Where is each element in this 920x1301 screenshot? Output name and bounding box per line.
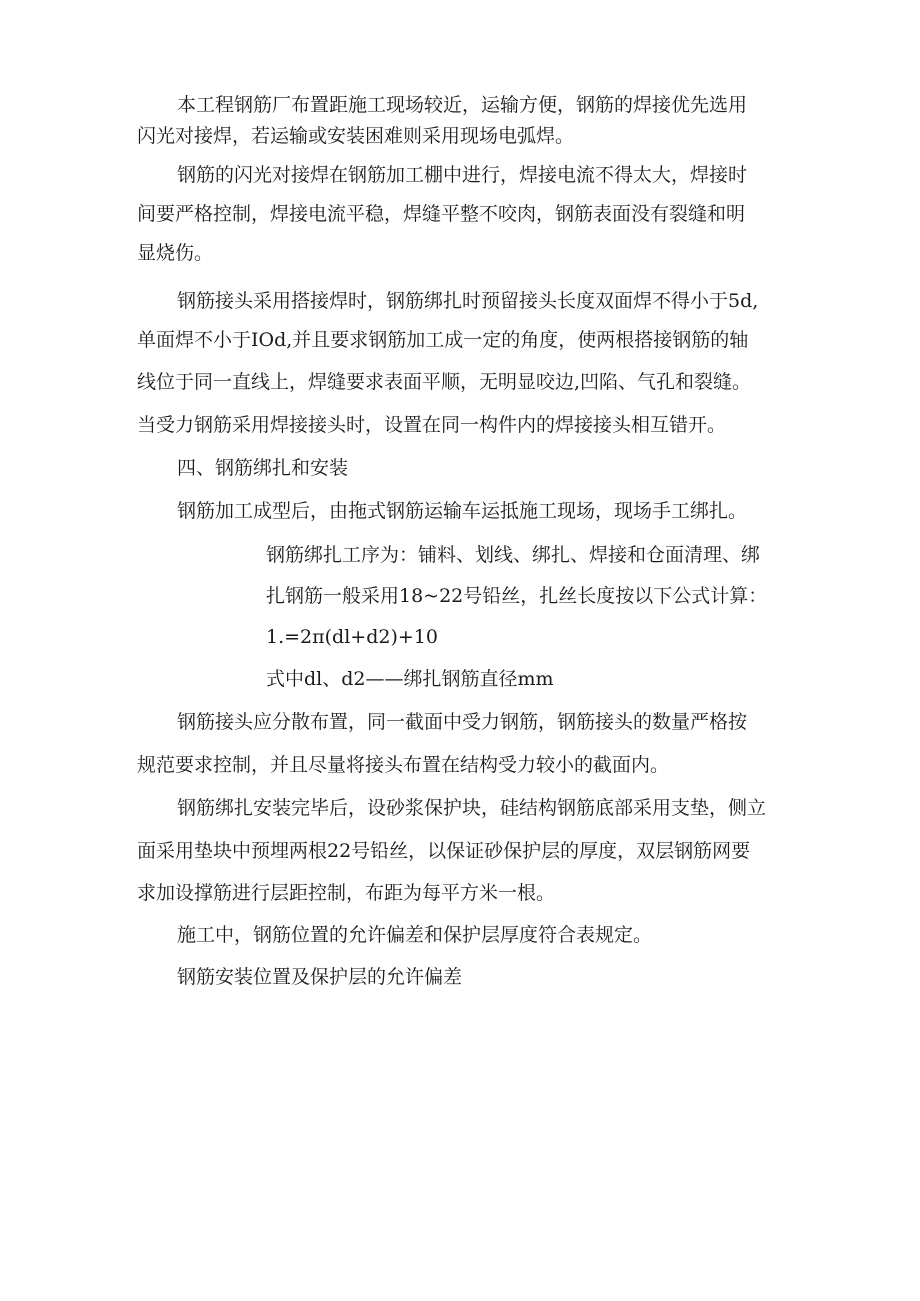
flash-butt-welding-line-3: 显烧伤。 (137, 242, 214, 264)
protective-layer-line-2: 面采用垫块中预埋两根22号铅丝，以保证砂保护层的厚度，双层钢筋网要 (137, 840, 751, 862)
formula-line: 1.=2π(dl+d2)+10 (266, 626, 438, 648)
table-caption: 钢筋安装位置及保护层的允许偏差 (177, 966, 463, 988)
protective-layer-line-1: 钢筋绑扎安装完毕后，设砂浆保护块，硅结构钢筋底部采用支垫，侧立 (177, 797, 767, 819)
flash-butt-welding-line-1: 钢筋的闪光对接焊在钢筋加工棚中进行，焊接电流不得太大，焊接时 (177, 164, 748, 186)
lap-welding-line-3: 线位于同一直线上，焊缝要求表面平顺，无明显咬边,凹陷、气孔和裂缝。 (137, 371, 752, 393)
formula-legend-line: 式中dl、d2——绑扎钢筋直径mm (266, 668, 554, 690)
lap-welding-line-1: 钢筋接头采用搭接焊时，钢筋绑扎时预留接头长度双面焊不得小于5d, (177, 290, 759, 312)
lap-welding-line-2: 单面焊不小于IOd,并且要求钢筋加工成一定的角度，使两根搭接钢筋的轴 (137, 329, 749, 351)
welding-intro-line-1: 本工程钢筋厂布置距施工现场较近，运输方便，钢筋的焊接优先选用 (177, 94, 748, 116)
section-heading: 四、钢筋绑扎和安装 (177, 457, 349, 479)
welding-intro-line-2: 闪光对接焊，若运输或安装困难则采用现场电弧焊。 (137, 125, 575, 147)
transport-line: 钢筋加工成型后，由拖式钢筋运输车运抵施工现场，现场手工绑扎。 (177, 500, 748, 522)
lap-welding-line-4: 当受力钢筋采用焊接接头时，设置在同一构件内的焊接接头相互错开。 (137, 414, 727, 436)
binding-procedure-line-2: 扎钢筋一般采用18~22号铅丝，扎丝长度按以下公式计算： (266, 585, 768, 607)
joint-layout-line-1: 钢筋接头应分散布置，同一截面中受力钢筋，钢筋接头的数量严格按 (177, 711, 748, 733)
protective-layer-line-3: 求加设撑筋进行层距控制，布距为每平方米一根。 (137, 882, 556, 904)
joint-layout-line-2: 规范要求控制，并且尽量将接头布置在结构受力较小的截面内。 (137, 754, 670, 776)
tolerance-note-line: 施工中，钢筋位置的允许偏差和保护层厚度符合表规定。 (177, 924, 653, 946)
flash-butt-welding-line-2: 间要严格控制，焊接电流平稳，焊缝平整不咬肉，钢筋表面没有裂缝和明 (137, 203, 746, 225)
binding-procedure-line-1: 钢筋绑扎工序为：铺料、划线、绑扎、焊接和仓面清理、绑 (266, 544, 761, 566)
